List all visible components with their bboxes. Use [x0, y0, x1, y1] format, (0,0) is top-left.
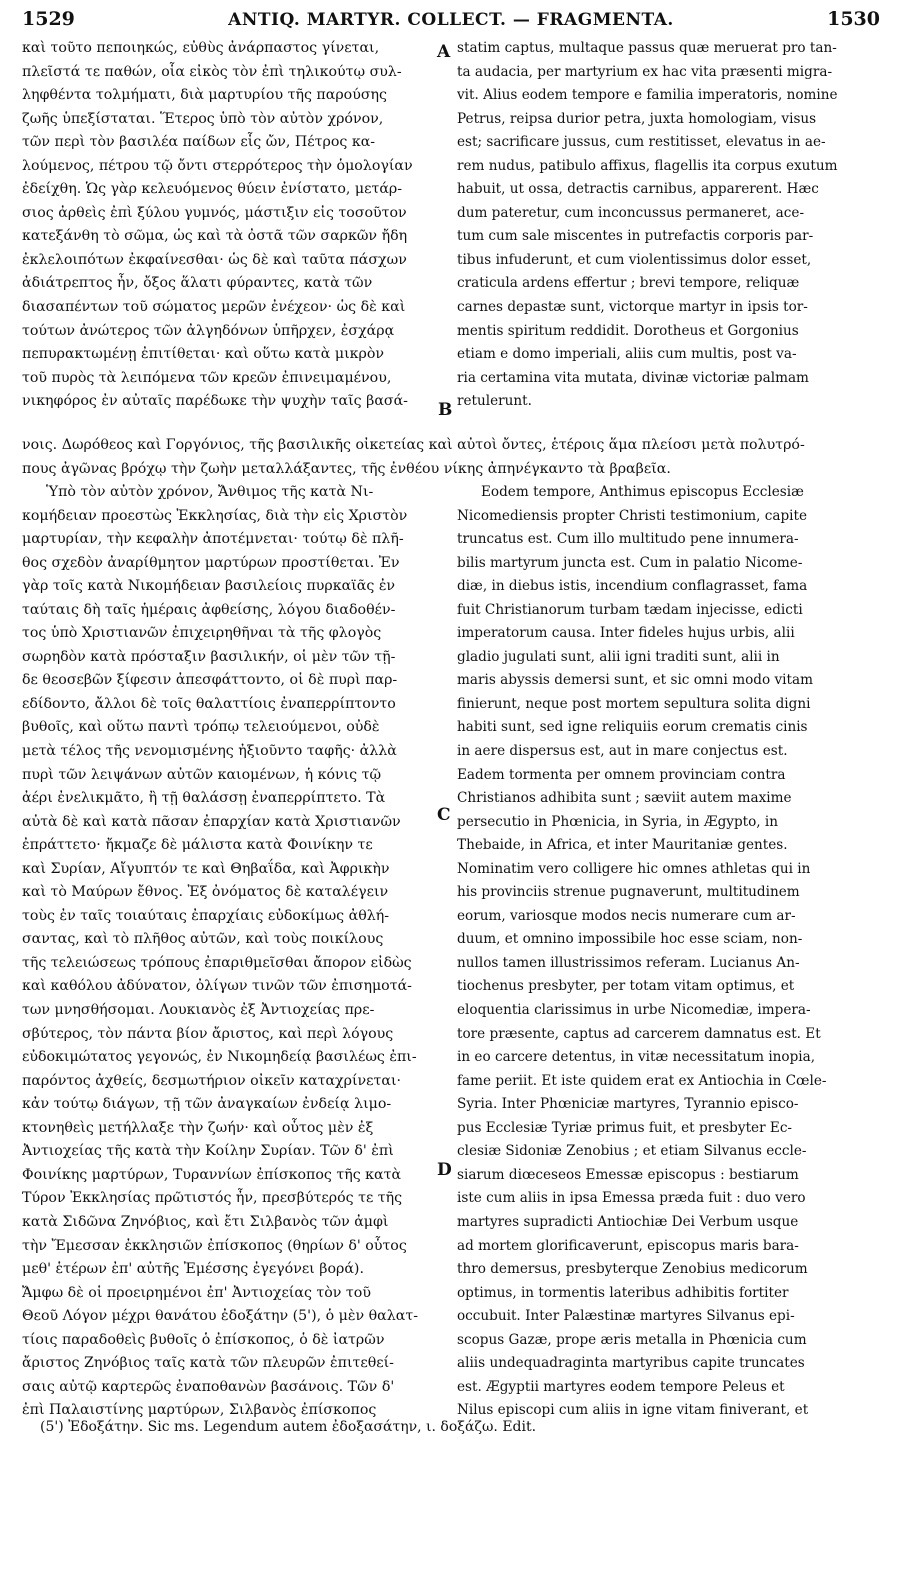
- text-line: duum, et omnino impossibile hoc esse sciam, non-: [457, 931, 803, 948]
- text-line: νικηφόρος ἐν αὐταῖς παρέδωκε τὴν ψυχὴν ταῖς βασά-: [22, 393, 408, 410]
- text-line: dum pateretur, cum inconcussus permaneret, ace-: [457, 204, 805, 221]
- text-line: τοὺς ἐν ταῖς τοιαύταις ἐπαρχίαις εὐδοκίμως ἀθλή-: [22, 907, 390, 924]
- text-line: clesiæ Sidoniæ Zenobius ; et etiam Silvanus eccle-: [457, 1143, 807, 1160]
- text-line: fame periit. Et iste quidem erat ex Antiochia in Cœle-: [457, 1072, 827, 1089]
- text-line: tum cum sale miscentes in putrefactis corporis par-: [457, 228, 814, 245]
- text-line: in eo carcere detentus, in vitæ necessitatum inopia,: [457, 1049, 816, 1066]
- text-line: Ὑπὸ τὸν αὐτὸν χρόνον, Ἄνθιμος τῆς κατὰ Νι-: [46, 484, 374, 500]
- text-line: retulerunt.: [457, 393, 532, 410]
- text-line: est. Ægyptii martyres eodem tempore Peleus et: [457, 1378, 785, 1395]
- text-line: Eodem tempore, Anthimus episcopus Ecclesiæ: [481, 484, 804, 500]
- page-number-right: 1530: [827, 8, 880, 30]
- text-line: finierunt, neque post mortem sepultura solita digni: [457, 695, 811, 712]
- text-line: ἀδιάτρεπτος ἦν, ὄξος ἅλατι φύραντες, κατὰ τῶν: [22, 275, 373, 292]
- text-line: καὶ τοῦτο πεποιηκώς, εὐθὺς ἀνάρπαστος γίνεται,: [22, 40, 380, 56]
- text-line: μαρτυρίαν, τὴν κεφαλὴν ἀποτέμνεται· τούτῳ δὲ πλῆ-: [22, 531, 404, 548]
- text-line: Φοινίκης μαρτύρων, Τυραννίων ἐπίσκοπος τῆς κατὰ: [22, 1166, 402, 1183]
- text-line: maris abyssis demersi sunt, et sic omni modo vitam: [457, 672, 813, 689]
- text-line: carnes depastæ sunt, victorque martyr in ipsis tor-: [457, 299, 808, 316]
- text-line: πυρὶ τῶν λειψάνων αὐτῶν καιομένων, ἡ κόνις τῷ: [22, 766, 382, 783]
- text-line: tibus infuderunt, et cum violentissimus dolor esset,: [457, 251, 812, 268]
- text-line: habuit, ut ossa, detractis carnibus, apparerent. Hæc: [457, 181, 819, 198]
- text-line: ζωῆς ὑπεξίσταται. Ἕτερος ὑπὸ τὸν αὐτὸν χρόνον,: [22, 110, 384, 127]
- text-line: tiochenus presbyter, per totam vitam optimus, et: [457, 978, 795, 995]
- text-line: σιος ἀρθεὶς ἐπὶ ξύλου γυμνός, μάστιξιν εἰς τοσοῦτον: [22, 204, 407, 221]
- greek-column-top: [22, 37, 432, 414]
- text-line: καὶ τὸ Μαύρων ἔθνος. Ἐξ ὀνόματος δὲ καταλέγειν: [22, 884, 389, 901]
- text-line: his provinciis strenue pugnaverunt, multitudinem: [457, 884, 800, 901]
- page-number-left: 1529: [22, 8, 75, 30]
- text-line: εδίδοντο, ἄλλοι δὲ τοῖς θαλαττίοις ἐναπερρίπτοντο: [22, 695, 396, 712]
- text-line: σαντας, καὶ τὸ πλῆθος αὐτῶν, καὶ τοὺς ποικίλους: [22, 931, 384, 948]
- text-line: παρόντος ἀχθείς, δεσμωτήριον οἰκεῖν καταχρίνεται·: [22, 1072, 402, 1089]
- text-line: πεπυρακτωμένῃ ἐπιτίθεται· καὶ οὕτω κατὰ μικρὸν: [22, 346, 385, 363]
- text-line: rem nudus, patibulo affixus, flagellis ita corpus exutum: [457, 157, 838, 174]
- latin-column-bottom: [457, 481, 881, 1423]
- text-line: persecutio in Phœnicia, in Syria, in Ægypto, in: [457, 813, 779, 830]
- text-line: σαις αὐτῷ καρτερῶς ἐναποθανὼν βασάνοις. Τῶν δ': [22, 1378, 395, 1395]
- text-line: ἐπράττετο· ἤκμαζε δὲ μάλιστα κατὰ Φοινίκην τε: [22, 837, 373, 854]
- text-line: vit. Alius eodem tempore e familia imperatoris, nomine: [457, 87, 838, 104]
- page-header: [22, 8, 880, 36]
- margin-marker-c: C: [437, 805, 451, 825]
- text-line: διασαπέντων τοῦ σώματος μερῶν ἐνέχεον· ὡς δὲ καὶ: [22, 299, 406, 316]
- text-line: craticula ardens effertur ; brevi tempore, reliquæ: [457, 275, 800, 292]
- text-line: statim captus, multaque passus quæ meruerat pro tan-: [457, 40, 837, 56]
- text-line: ἐδείχθη. Ὡς γὰρ κελευόμενος θύειν ἐνίστατο, μετάρ-: [22, 181, 403, 198]
- text-line: diæ, in diebus istis, incendium conflagrasset, fama: [457, 578, 808, 595]
- text-line: scopus Gazæ, prope æris metalla in Phœnicia cum: [457, 1331, 807, 1348]
- text-line: Θεοῦ Λόγον μέχρι θανάτου ἐδοξάτην (5'), ὁ μὲν θαλατ-: [22, 1308, 418, 1325]
- text-line: pus Ecclesiæ Tyriæ primus fuit, et presbyter Ec-: [457, 1119, 793, 1136]
- text-line: Thebaide, in Africa, et inter Mauritaniæ gentes.: [457, 837, 788, 854]
- text-line: ad mortem glorificaverunt, episcopus maris bara-: [457, 1237, 799, 1254]
- text-line: θος σχεδὸν ἀναρίθμητον μαρτύρων προστίθεται. Ἐν: [22, 554, 400, 571]
- text-line: eorum, variosque modos necis numerare cum ar-: [457, 907, 796, 924]
- text-line: εὐδοκιμώτατος γεγονώς, ἐν Νικομηδείᾳ βασιλέως ἐπι-: [22, 1049, 417, 1066]
- text-line: ληφθέντα τολμήματι, διὰ μαρτυρίου τῆς παρούσης: [22, 87, 387, 104]
- text-line: aliis undequadraginta martyribus capite truncates: [457, 1355, 805, 1372]
- text-line: Syria. Inter Phœniciæ martyres, Tyrannio episco-: [457, 1096, 799, 1113]
- text-line: ta audacia, per martyrium ex hac vita præsenti migra-: [457, 63, 833, 80]
- text-line: Τύρον Ἐκκλησίας πρῶτιστός ἦν, πρεσβύτερός τε τῆς: [22, 1190, 403, 1207]
- text-line: tore præsente, captus ad carcerem damnatus est. Et: [457, 1025, 821, 1042]
- text-line: ἄριστος Ζηνόβιος ταῖς κατὰ τῶν πλευρῶν ἐπιτεθεί-: [22, 1355, 394, 1372]
- text-line: ἀέρι ἐνελικμᾶτο, ἢ τῇ θαλάσσῃ ἐναπερρίπτετο. Τὰ: [22, 790, 386, 807]
- text-line: truncatus est. Cum illo multitudo pene innumera-: [457, 531, 799, 548]
- text-line: κατὰ Σιδῶνα Ζηνόβιος, καὶ ἔτι Σιλβανὸς τῶν ἀμφὶ: [22, 1213, 389, 1230]
- text-line: etiam e domo imperiali, aliis cum multis, post va-: [457, 346, 797, 363]
- text-line: optimus, in tormentis lateribus adhibitis fortiter: [457, 1284, 789, 1301]
- text-line: γὰρ τοῖς κατὰ Νικομήδειαν βασιλείοις πυρκαϊᾶς ἐν: [22, 578, 396, 595]
- text-line: τοῦ πυρὸς τὰ λειπόμενα τῶν κρεῶν ἐπινειμαμένου,: [22, 369, 392, 386]
- text-line: thro demersus, presbyterque Zenobius medicorum: [457, 1261, 808, 1278]
- text-line: Christianos adhibita sunt ; sæviit autem maxime: [457, 790, 792, 807]
- text-line: gladio jugulati sunt, alii igni traditi sunt, alii in: [457, 648, 780, 665]
- text-line: μεθ' ἑτέρων ἐπ' αὐτῆς Ἐμέσσης ἐγεγόνει βορά).: [22, 1261, 364, 1278]
- text-line: τὴν Ἔμεσσαν ἐκκλησιῶν ἐπίσκοπος (θηρίων δ' οὗτος: [22, 1237, 407, 1254]
- text-line: σωρηδὸν κατὰ πρόσταξιν βασιλικήν, οἱ μὲν τῶν τῇ-: [22, 648, 396, 665]
- text-line: καὶ Συρίαν, Αἴγυπτόν τε καὶ Θηβαΐδα, καὶ Ἀφρικὴν: [22, 860, 390, 877]
- text-line: λούμενος, πέτρου τῷ ὄντι στερρότερος τὴν ὁμολογίαν: [22, 157, 413, 174]
- text-line: πλεῖστά τε παθών, οἷα εἰκὸς τὸν ἐπὶ τηλικούτῳ συλ-: [22, 63, 402, 80]
- latin-column-top: [457, 37, 881, 414]
- text-line: καὶ καθόλου ἀδύνατον, ὀλίγων τινῶν τῶν ἐπισημοτά-: [22, 978, 412, 995]
- text-line: est; sacrificare jussus, cum restitisset, elevatus in ae-: [457, 134, 826, 151]
- text-line: ria certamina vita mutata, divinæ victoriæ palmam: [457, 369, 809, 386]
- text-line: βυθοῖς, καὶ οὕτω παντὶ τρόπῳ τελειούμενοι, οὐδὲ: [22, 719, 380, 736]
- text-line: τος ὑπὸ Χριστιανῶν ἐπιχειρηθῆναι τὰ τῆς φλογὸς: [22, 625, 382, 642]
- text-line: ἐπὶ Παλαιστίνης μαρτύρων, Σιλβανὸς ἐπίσκοπος: [22, 1402, 377, 1419]
- text-line: fuit Christianorum turbam tædam injecisse, edicti: [457, 601, 803, 618]
- text-line: occubuit. Inter Palæstinæ martyres Silvanus epi-: [457, 1308, 795, 1325]
- text-line: in aere dispersus est, aut in mare conjectus est.: [457, 743, 788, 760]
- text-line: τῶν περὶ τὸν βασιλέα παίδων εἷς ὤν, Πέτρος κα-: [22, 134, 376, 151]
- text-line: νοις. Δωρόθεος καὶ Γοργόνιος, τῆς βασιλικῆς οἰκετείας καὶ αὐτοὶ ὄντες, ἑτέροις ἅμα πλείοσι μετὰ πολυτρό-: [22, 437, 805, 453]
- text-line: Petrus, reipsa durior petra, juxta homologiam, visus: [457, 110, 817, 127]
- text-line: bilis martyrum juncta est. Cum in palatio Nicome-: [457, 554, 803, 571]
- text-line: κατεξάνθη τὸ σῶμα, ὡς καὶ τὰ ὀστᾶ τῶν σαρκῶν ἤδη: [22, 228, 408, 245]
- text-line: ἐκλελοιπότων ἐκφαίνεσθαι· ὡς δὲ καὶ ταῦτα πάσχων: [22, 251, 407, 268]
- text-line: martyres supradicti Antiochiæ Dei Verbum usque: [457, 1213, 799, 1230]
- margin-marker-d: D: [437, 1160, 452, 1180]
- text-line: iste cum aliis in ipsa Emessa præda fuit : duo vero: [457, 1190, 806, 1207]
- text-line: Ἄμφω δὲ οἱ προειρημένοι ἐπ' Ἀντιοχείας τὸν τοῦ: [22, 1284, 371, 1301]
- text-line: ταύταις δὴ ταῖς ἡμέραις ἀφθείσης, λόγου διαδοθέν-: [22, 601, 396, 618]
- text-line: δε θεοσεβῶν ξίφεσιν ἀπεσφάττοντο, οἱ δὲ πυρὶ παρ-: [22, 672, 398, 689]
- greek-column-bottom: [22, 481, 432, 1423]
- text-line: Nominatim vero colligere hic omnes athletas qui in: [457, 860, 811, 877]
- text-line: κἀν τούτῳ διάγων, τῇ τῶν ἀναγκαίων ἐνδείᾳ λιμο-: [22, 1096, 392, 1113]
- text-line: Eadem tormenta per omnem provinciam contra: [457, 766, 786, 783]
- text-line: αὐτὰ δὲ καὶ κατὰ πᾶσαν ἐπαρχίαν κατὰ Χριστιανῶν: [22, 813, 401, 830]
- text-line: Ἀντιοχείας τῆς κατὰ τὴν Κοίλην Συρίαν. Τῶν δ' ἐπὶ: [22, 1143, 394, 1160]
- text-line: habiti sunt, sed igne reliquiis eorum crematis cinis: [457, 719, 808, 736]
- margin-marker-a: A: [437, 42, 451, 62]
- running-title: ANTIQ. MARTYR. COLLECT. — FRAGMENTA.: [228, 10, 674, 30]
- greek-spanning-text: [22, 434, 880, 481]
- text-line: mentis spiritum reddidit. Dorotheus et Gorgonius: [457, 322, 799, 339]
- text-line: Nicomediensis propter Christi testimonium, capite: [457, 507, 807, 524]
- text-line: κτονηθεὶς μετήλλαξε τὴν ζωήν· καὶ οὗτος μὲν ἐξ: [22, 1119, 374, 1136]
- text-line: imperatorum causa. Inter fideles hujus urbis, alii: [457, 625, 795, 642]
- text-line: κομήδειαν προεστὼς Ἐκκλησίας, διὰ τὴν εἰς Χριστὸν: [22, 507, 408, 524]
- text-line: eloquentia clarissimus in urbe Nicomediæ, impera-: [457, 1002, 811, 1019]
- text-line: μετὰ τέλος τῆς νενομισμένης ἠξιοῦντο ταφῆς· ἀλλὰ: [22, 743, 397, 760]
- text-line: siarum diœceseos Emessæ episcopus : bestiarum: [457, 1166, 799, 1183]
- text-line: σβύτερος, τὸν πάντα βίον ἄριστος, καὶ περὶ λόγους: [22, 1025, 394, 1042]
- text-line: τούτων ἀνώτερος τῶν ἀλγηδόνων ὑπῆρχεν, ἐσχάρᾳ: [22, 322, 395, 339]
- text-line: των μνησθήσομαι. Λουκιανὸς ἐξ Ἀντιοχείας πρε-: [22, 1002, 375, 1019]
- text-line: nullos tamen illustrissimos referam. Lucianus An-: [457, 954, 800, 971]
- text-line: Nilus episcopi cum aliis in igne vitam finiverant, et: [457, 1402, 809, 1419]
- footnote: (5') Ἐδοξάτην. Sic ms. Legendum autem ἐδοξασάτην, ι. δοξάζω. Edit.: [40, 1419, 537, 1435]
- text-line: τίοις παραδοθεὶς βυθοῖς ὁ ἐπίσκοπος, ὁ δὲ ἰατρῶν: [22, 1331, 385, 1348]
- text-line: τῆς τελειώσεως τρόπους ἐπαριθμεῖσθαι ἄπορον εἰδὼς: [22, 954, 412, 971]
- text-line: πους ἀγῶνας βρόχῳ τὴν ζωὴν μεταλλάξαντες, τῆς ἐνθέου νίκης ἀπηνέγκαντο τὰ βραβεῖα.: [22, 460, 671, 477]
- margin-marker-b: B: [438, 400, 453, 420]
